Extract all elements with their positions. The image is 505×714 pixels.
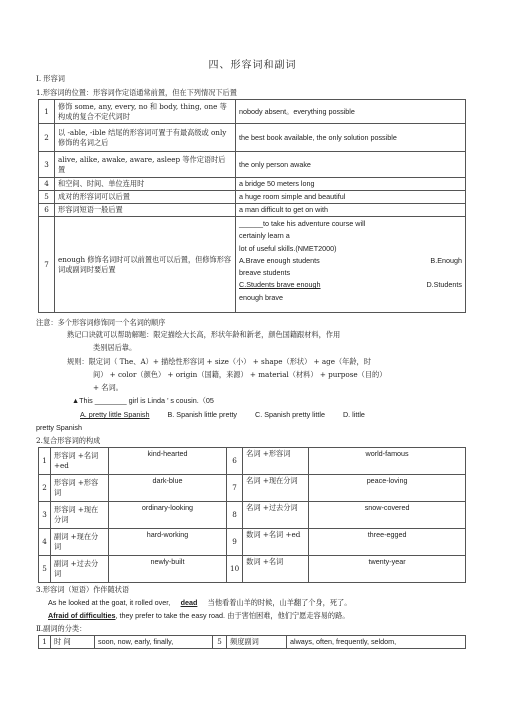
sentence-text: , they prefer to take the easy road. <box>115 611 225 620</box>
question-line: certainly learn a <box>239 231 290 241</box>
sentence-translation: 由于害怕困难，他们宁愿走容易的路。 <box>227 611 350 620</box>
table-row <box>39 475 466 502</box>
row-number: 5 <box>39 556 51 583</box>
example-cell: soon, now, early, finally, <box>95 636 213 649</box>
example-cell: newly-built <box>109 556 227 583</box>
example-cell: nobody absent。everything possible <box>236 100 466 124</box>
category-cell: 时 间 <box>51 636 95 649</box>
formula-cell: 形容词 +形容词 <box>51 475 109 502</box>
row-number: 5 <box>213 636 227 649</box>
example-cell: a bridge 50 meters long <box>236 178 466 191</box>
sentence-text: As he looked at the goat, it rolled over, <box>48 598 171 607</box>
rule-cell: alive, alike, awake, aware, asleep 等作定语时后置 <box>55 152 236 178</box>
option-b: B.Enough <box>430 255 462 265</box>
section-heading-adjectives: I. 形容词 <box>36 74 65 83</box>
compound-adjective-table <box>38 447 466 583</box>
question-line: ______to take his adventure course will <box>239 219 366 228</box>
formula-cell: 形容词 +名词 +ed <box>51 448 109 475</box>
row-number: 4 <box>39 178 55 191</box>
row-number: 4 <box>39 529 51 556</box>
example-cell: always, often, frequently, seldom, <box>287 636 466 649</box>
question-line: lot of useful skills.(NMET2000) <box>239 243 337 253</box>
formula-cell: 名词 +形容词 <box>243 448 309 475</box>
row-number: 3 <box>39 502 51 529</box>
option-a: A.Brave enough students <box>239 255 320 265</box>
table-row <box>39 636 466 649</box>
example-cell: dark-blue <box>109 475 227 502</box>
table-row <box>39 204 466 217</box>
note-text: 熟记口诀就可以帮助解题：限定描绘大长高，形状年龄和新老，颜色国籍跟材料，作用 <box>67 330 341 339</box>
formula-cell: 名词 +过去分词 <box>243 502 309 529</box>
highlighted-phrase: Afraid of difficulties <box>48 611 116 620</box>
example-cell: a man difficult to get on with <box>236 204 466 217</box>
option-d: D.Students <box>426 280 462 290</box>
option-b: B. Spanish little pretty <box>167 410 238 419</box>
example-cell: the only person awake <box>236 152 466 178</box>
row-number: 8 <box>227 502 243 529</box>
table-row <box>39 556 466 583</box>
row-number: 10 <box>227 556 243 583</box>
option-d: D. little <box>342 410 365 419</box>
table-row <box>39 502 466 529</box>
question-line: enough brave <box>239 292 283 302</box>
subheading-compound: 2.复合形容词的构成 <box>36 436 101 445</box>
row-number: 6 <box>39 204 55 217</box>
example-cell: the best book available, the only solution possible <box>236 124 466 152</box>
example-cell: kind-hearted <box>109 448 227 475</box>
example-cell: three-egged <box>309 529 466 556</box>
table-row <box>39 100 466 124</box>
table-row <box>39 448 466 475</box>
example-cell: ordinary-looking <box>109 502 227 529</box>
row-number: 5 <box>39 191 55 204</box>
note-text: 类别居后靠。 <box>93 343 137 352</box>
subheading-position: 1.形容词的位置：形容词作定语通常前置，但在下列情况下后置 <box>36 88 237 97</box>
rule-text: 规则：限定词（ The、A）+ 描绘性形容词 + size（小） + shape（形状） + age（年龄，时 <box>67 357 371 366</box>
question-options <box>80 410 500 420</box>
row-number: 6 <box>227 448 243 475</box>
rule-cell: 和空间、时间、单位连用时 <box>55 178 236 191</box>
row-number: 7 <box>39 217 55 313</box>
rule-text: + 名词。 <box>93 383 123 392</box>
rule-cell: enough 修饰名词时可以前置也可以后置，但修饰形容词或副词时要后置 <box>55 217 236 313</box>
row-number: 2 <box>39 475 51 502</box>
question-line: breave students <box>239 268 291 278</box>
subheading-adverbial: 3.形容词（短语）作伴随状语 <box>36 585 130 594</box>
row-number: 1 <box>39 448 51 475</box>
row-number: 7 <box>227 475 243 502</box>
row-number: 9 <box>227 529 243 556</box>
row-number: 3 <box>39 152 55 178</box>
example-cell: a huge room simple and beautiful <box>236 191 466 204</box>
formula-cell: 形容词 +现在分词 <box>51 502 109 529</box>
rule-cell: 形容词短语一般后置 <box>55 204 236 217</box>
category-cell: 频度副词 <box>227 636 287 649</box>
table-row <box>39 152 466 178</box>
rule-cell: 修饰 some, any, every, no 和 body, thing, one 等构成的复合不定代词时 <box>55 100 236 124</box>
rule-text: 间） + color（颜色） + origin（国籍，来源） + material（材料） + purpose（目的） <box>93 370 387 379</box>
table-row <box>39 529 466 556</box>
option-c: C.Students brave enough <box>239 280 321 290</box>
rule-cell: 以 -able, -ible 结尾的形容词可置于有最高级或 only 修饰的名词之后 <box>55 124 236 152</box>
table-row <box>39 178 466 191</box>
question-stem: ▲This ________ girl is Linda ’ s cousin.（05 <box>72 396 214 405</box>
rule-cell: 成对的形容词可以后置 <box>55 191 236 204</box>
options-row <box>239 255 462 267</box>
position-table <box>38 99 466 313</box>
highlighted-word: dead <box>180 598 198 607</box>
example-cell: twenty-year <box>309 556 466 583</box>
options-row <box>239 279 462 291</box>
note-heading: 注意：多个形容词修饰同一个名词的顺序 <box>36 318 166 327</box>
section-heading-adverbs: Ⅱ.副词的分类： <box>36 624 87 633</box>
formula-cell: 数词 +名词 <box>243 556 309 583</box>
formula-cell: 副词 +现在分词 <box>51 529 109 556</box>
sentence-translation: 当他看着山羊的时候，山羊翻了个身，死了。 <box>207 598 352 607</box>
formula-cell: 副词 +过去分词 <box>51 556 109 583</box>
formula-cell: 名词 +现在分词 <box>243 475 309 502</box>
example-cell: hard-working <box>109 529 227 556</box>
example-cell: snow-covered <box>309 502 466 529</box>
table-row <box>39 124 466 152</box>
example-sentence-1 <box>48 598 351 608</box>
adverb-table <box>38 635 466 649</box>
example-cell: peace-loving <box>309 475 466 502</box>
option-a: A. pretty little Spanish <box>80 410 150 419</box>
example-cell: world-famous <box>309 448 466 475</box>
example-sentence-2 <box>48 611 349 621</box>
row-number: 2 <box>39 124 55 152</box>
page-title: 四、形容词和副词 <box>208 60 297 71</box>
option-c: C. Spanish pretty little <box>255 410 325 419</box>
row-number: 1 <box>39 100 55 124</box>
table-row <box>39 217 466 313</box>
row-number: 1 <box>39 636 51 649</box>
table-row <box>39 191 466 204</box>
formula-cell: 数词 +名词 +ed <box>243 529 309 556</box>
question-continuation: pretty Spanish <box>36 423 82 432</box>
example-cell-question <box>236 217 466 313</box>
